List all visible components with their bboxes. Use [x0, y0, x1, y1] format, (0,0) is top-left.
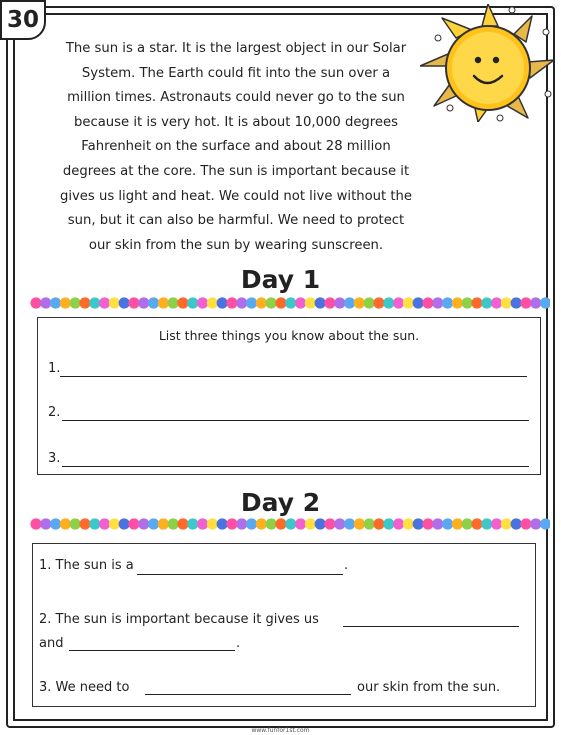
- footer-url: www.funfor1st.com: [251, 727, 310, 734]
- decorative-dot: [256, 297, 267, 308]
- question-3: 3. We need to: [39, 680, 130, 695]
- decorative-dot: [364, 518, 375, 529]
- decorative-dot: [128, 297, 139, 308]
- page-number-tab: [0, 0, 46, 40]
- passage-line: degrees at the core. The sun is important because it: [62, 163, 410, 179]
- decorative-dot: [119, 518, 130, 529]
- decorative-dot: [89, 518, 100, 529]
- decorative-dot: [177, 297, 188, 308]
- decorative-dot: [99, 518, 110, 529]
- decorative-dot: [50, 297, 61, 308]
- decorative-dot: [138, 297, 149, 308]
- page-number: 30: [6, 7, 39, 33]
- decorative-dot: [148, 297, 159, 308]
- decorative-dot: [442, 518, 453, 529]
- decorative-dot: [354, 297, 365, 308]
- decorative-dot: [119, 297, 130, 308]
- decorative-dot: [403, 518, 414, 529]
- decorative-dot: [275, 297, 286, 308]
- decorative-dot: [187, 297, 198, 308]
- day-1-heading: Day 1: [240, 265, 321, 294]
- answer-line-q3[interactable]: [145, 694, 351, 695]
- day-2-heading: Day 2: [240, 488, 321, 517]
- passage-line: our skin from the sun by wearing sunscreen.: [88, 237, 384, 253]
- decorative-dot: [197, 297, 208, 308]
- decorative-dot: [393, 297, 404, 308]
- decorative-dot: [109, 518, 120, 529]
- decorative-dot: [344, 518, 355, 529]
- decorative-dot: [481, 297, 492, 308]
- decorative-dot: [40, 297, 51, 308]
- decorative-dot: [40, 518, 51, 529]
- decorative-dot: [520, 518, 531, 529]
- answer-line-q2a[interactable]: [343, 626, 519, 627]
- passage-line: sun, but it can also be harmful. We need to protect: [67, 213, 405, 229]
- decorative-dot: [540, 297, 550, 308]
- decorative-dot: [285, 518, 296, 529]
- decorative-dot: [70, 518, 81, 529]
- day-1-box: [37, 317, 541, 475]
- decorative-dot: [452, 297, 463, 308]
- decorative-dot: [207, 518, 218, 529]
- decorative-dot: [324, 518, 335, 529]
- decorative-dot: [128, 518, 139, 529]
- decorative-dot: [295, 297, 306, 308]
- decorative-dot: [246, 297, 257, 308]
- decorative-dot: [540, 518, 550, 529]
- decorative-dot: [187, 518, 198, 529]
- answer-line-1[interactable]: [60, 376, 527, 377]
- decorative-dot: [511, 297, 522, 308]
- decorative-dot: [471, 297, 482, 308]
- day-2-box: [32, 543, 536, 707]
- decorative-dot: [530, 518, 541, 529]
- decorative-dot: [217, 297, 228, 308]
- decorative-dot: [403, 297, 414, 308]
- decorative-dot: [30, 297, 41, 308]
- decorative-dot: [207, 297, 218, 308]
- decorative-dot: [168, 297, 179, 308]
- decorative-dot: [60, 297, 71, 308]
- decorative-dot: [364, 297, 375, 308]
- question-2-period: .: [236, 636, 241, 651]
- dot-border-divider: [30, 517, 550, 531]
- decorative-dot: [138, 518, 149, 529]
- decorative-dot: [432, 297, 443, 308]
- decorative-dot: [452, 518, 463, 529]
- decorative-dot: [422, 297, 433, 308]
- question-1-period: .: [344, 558, 349, 573]
- decorative-dot: [275, 518, 286, 529]
- decorative-dot: [422, 518, 433, 529]
- answer-line-q2b[interactable]: [69, 650, 235, 651]
- decorative-dot: [148, 518, 159, 529]
- decorative-dot: [491, 297, 502, 308]
- decorative-dot: [60, 518, 71, 529]
- decorative-dot: [99, 297, 110, 308]
- decorative-dot: [109, 297, 120, 308]
- answer-line-2[interactable]: [62, 420, 529, 421]
- smiling-sun-icon: [420, 4, 560, 122]
- decorative-dot: [501, 297, 512, 308]
- answer-number: 3.: [48, 451, 61, 466]
- decorative-dot: [462, 297, 473, 308]
- dot-border-divider: [30, 296, 550, 310]
- passage-line: because it is very hot. It is about 10,000 degrees: [73, 114, 399, 130]
- decorative-dot: [158, 297, 169, 308]
- passage-line: million times. Astronauts could never go to the sun: [67, 90, 405, 106]
- decorative-dot: [226, 518, 237, 529]
- decorative-dot: [413, 297, 424, 308]
- decorative-dot: [432, 518, 443, 529]
- decorative-dot: [334, 518, 345, 529]
- decorative-dot: [285, 297, 296, 308]
- decorative-dot: [256, 518, 267, 529]
- decorative-dot: [295, 518, 306, 529]
- answer-number: 1.: [48, 361, 61, 376]
- decorative-dot: [530, 297, 541, 308]
- passage-line: System. The Earth could fit into the sun over a: [81, 65, 391, 81]
- decorative-dot: [236, 297, 247, 308]
- answer-line-3[interactable]: [62, 466, 529, 467]
- decorative-dot: [520, 297, 531, 308]
- decorative-dot: [354, 518, 365, 529]
- decorative-dot: [383, 518, 394, 529]
- answer-line-q1[interactable]: [137, 574, 343, 575]
- decorative-dot: [471, 518, 482, 529]
- decorative-dot: [305, 518, 316, 529]
- decorative-dot: [491, 518, 502, 529]
- decorative-dot: [393, 518, 404, 529]
- passage-line: gives us light and heat. We could not live without the: [59, 188, 413, 204]
- question-1: 1. The sun is a: [39, 558, 134, 573]
- decorative-dot: [246, 518, 257, 529]
- decorative-dot: [236, 518, 247, 529]
- decorative-dot: [413, 518, 424, 529]
- decorative-dot: [79, 297, 90, 308]
- decorative-dot: [383, 297, 394, 308]
- question-3-suffix: our skin from the sun.: [357, 680, 501, 695]
- decorative-dot: [168, 518, 179, 529]
- decorative-dot: [177, 518, 188, 529]
- decorative-dot: [481, 518, 492, 529]
- decorative-dot: [344, 297, 355, 308]
- question-2: 2. The sun is important because it gives us: [39, 612, 319, 627]
- decorative-dot: [373, 297, 384, 308]
- decorative-dot: [226, 297, 237, 308]
- decorative-dot: [324, 297, 335, 308]
- decorative-dot: [266, 297, 277, 308]
- decorative-dot: [334, 297, 345, 308]
- decorative-dot: [501, 518, 512, 529]
- decorative-dot: [266, 518, 277, 529]
- decorative-dot: [217, 518, 228, 529]
- decorative-dot: [70, 297, 81, 308]
- decorative-dot: [442, 297, 453, 308]
- decorative-dot: [315, 518, 326, 529]
- decorative-dot: [305, 297, 316, 308]
- decorative-dot: [462, 518, 473, 529]
- decorative-dot: [89, 297, 100, 308]
- passage-line: Fahrenheit on the surface and about 28 million: [81, 139, 391, 155]
- answer-number: 2.: [48, 405, 61, 420]
- question-2-and: and: [39, 636, 64, 651]
- decorative-dot: [50, 518, 61, 529]
- decorative-dot: [79, 518, 90, 529]
- passage-line: The sun is a star. It is the largest object in our Solar: [65, 41, 407, 56]
- decorative-dot: [315, 297, 326, 308]
- reading-passage: [40, 37, 432, 258]
- day-1-instruction: List three things you know about the sun.: [158, 328, 420, 343]
- decorative-dot: [373, 518, 384, 529]
- decorative-dot: [197, 518, 208, 529]
- decorative-dot: [30, 518, 41, 529]
- decorative-dot: [511, 518, 522, 529]
- decorative-dot: [158, 518, 169, 529]
